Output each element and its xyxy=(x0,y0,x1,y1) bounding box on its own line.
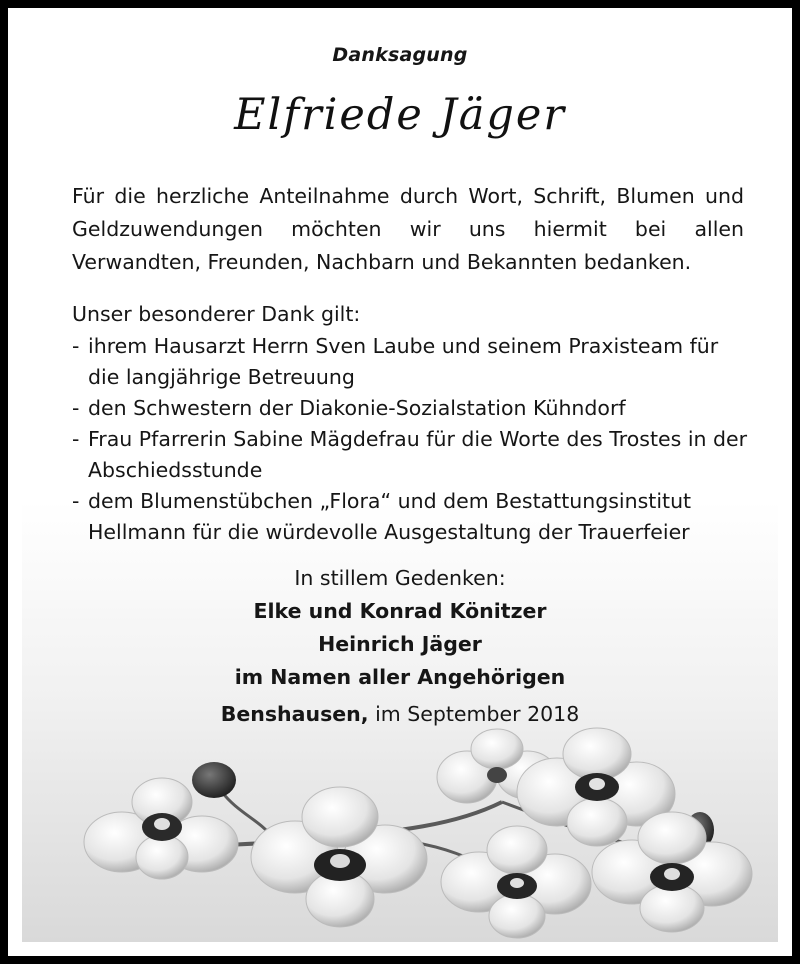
closing-block xyxy=(22,562,778,694)
orchid-illustration xyxy=(22,722,778,942)
list-item-text: Frau Pfarrerin Sabine Mägdefrau für die Worte des Trostes in der Abschiedsstunde xyxy=(88,427,748,482)
list-item xyxy=(72,486,752,548)
special-thanks-intro: Unser besonderer Dank gilt: xyxy=(72,302,361,326)
list-item xyxy=(72,424,752,486)
notice-heading: Danksagung xyxy=(332,44,468,66)
place-and-date xyxy=(22,698,778,731)
list-dash: - xyxy=(72,427,80,451)
place: Benshausen, xyxy=(220,702,369,726)
deceased-name: Elfriede Jäger xyxy=(234,90,566,140)
thanks-paragraph: Für die herzliche Anteilnahme durch Wort, Schrift, Blumen und Geldzuwendungen möchten wir uns hiermit bei allen Verwandten, Freunden, Nachbarn und Bekannten bedanken. xyxy=(72,184,744,274)
list-item xyxy=(72,331,752,393)
list-dash: - xyxy=(72,334,80,358)
list-dash: - xyxy=(72,489,80,513)
list-item-text: ihrem Hausarzt Herrn Sven Laube und seinem Praxisteam für die langjährige Betreuung xyxy=(88,334,719,389)
list-item xyxy=(72,393,752,424)
thanks-list xyxy=(72,331,752,548)
notice-card xyxy=(22,22,778,942)
mourner-name: Elke und Konrad Könitzer xyxy=(253,599,547,623)
mourner-name: im Namen aller Angehörigen xyxy=(234,665,566,689)
closing-line: In stillem Gedenken: xyxy=(294,566,506,590)
date: im September 2018 xyxy=(368,702,580,726)
notice-outer-frame xyxy=(8,8,792,956)
list-dash: - xyxy=(72,396,80,420)
list-item-text: dem Blumenstübchen „Flora“ und dem Bestattungsinstitut Hellmann für die würdevolle Ausgestaltung der Trauerfeier xyxy=(88,489,692,544)
list-item-text: den Schwestern der Diakonie-Sozialstation Kühndorf xyxy=(88,396,626,420)
mourner-name: Heinrich Jäger xyxy=(318,632,482,656)
